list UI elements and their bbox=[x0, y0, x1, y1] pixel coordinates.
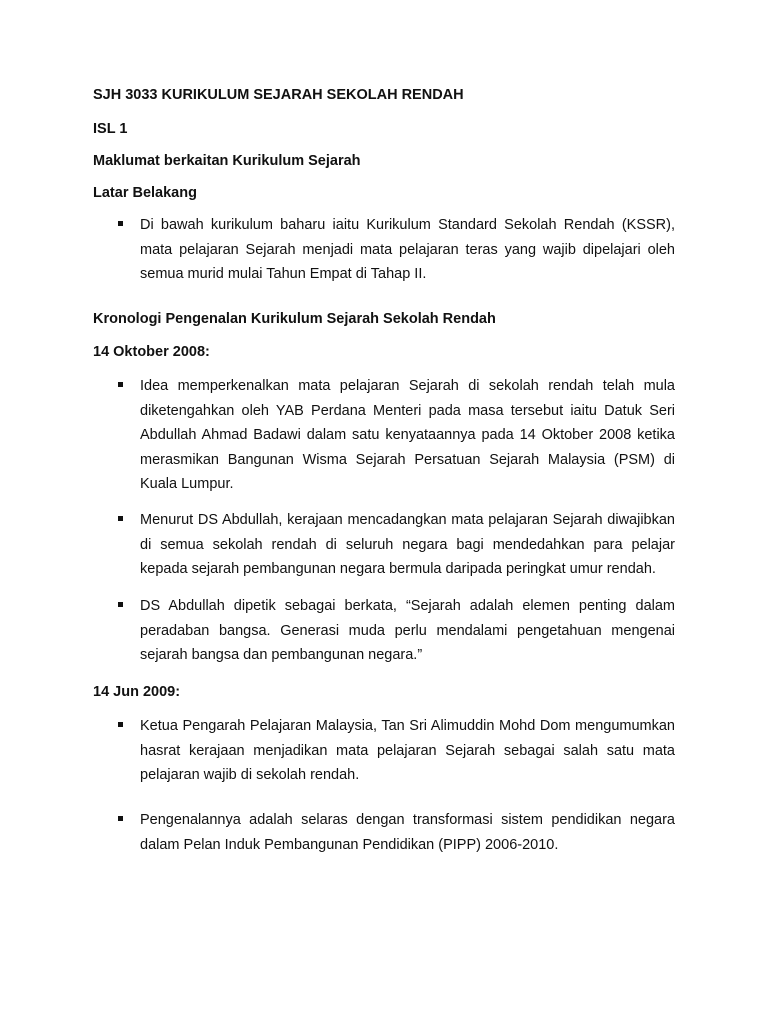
bullet-text: Idea memperkenalkan mata pelajaran Sejarah di sekolah rendah telah mula diketengahkan oleh YAB Perdana Menteri pada masa tersebut iaitu Datuk Seri Abdullah Ahmad Badawi dalam satu kenyataannya pada 14 Oktober 2008 ketika merasmikan Bangunan Wisma Sejarah Persatuan Sejarah Malaysia (PSM) di Kuala Lumpur. bbox=[140, 378, 675, 492]
entry-2-bullet-1 bbox=[118, 714, 675, 788]
bullet-text: Menurut DS Abdullah, kerajaan mencadangkan mata pelajaran Sejarah diwajibkan di semua sekolah rendah di seluruh negara bagi mendedahkan para pelajar kepada sejarah pembangunan negara bermula daripada peringkat umur rendah. bbox=[140, 512, 675, 577]
entry-1-bullet-1 bbox=[118, 374, 675, 497]
chronology-heading: Kronologi Pengenalan Kurikulum Sejarah Sekolah Rendah bbox=[93, 311, 496, 327]
background-bullet-1 bbox=[118, 213, 675, 287]
bullet-text: Di bawah kurikulum baharu iaitu Kurikulum Standard Sekolah Rendah (KSSR), mata pelajaran Sejarah menjadi mata pelajaran teras yang wajib dipelajari oleh semua murid mulai Tahun Empat di Tahap II. bbox=[140, 217, 675, 282]
info-heading: Maklumat berkaitan Kurikulum Sejarah bbox=[93, 153, 361, 169]
bullet-text: Pengenalannya adalah selaras dengan transformasi sistem pendidikan negara dalam Pelan Induk Pembangunan Pendidikan (PIPP) 2006-2010. bbox=[140, 812, 675, 853]
entry-2-bullet-2 bbox=[118, 808, 675, 857]
bullet-text: DS Abdullah dipetik sebagai berkata, “Sejarah adalah elemen penting dalam peradaban bangsa. Generasi muda perlu mendalami pengetahuan mengenai sejarah bangsa dan pembangunan negara.” bbox=[140, 598, 675, 663]
bullet-square-icon bbox=[118, 602, 123, 607]
entry-date-1: 14 Oktober 2008: bbox=[93, 344, 210, 360]
entry-1-bullet-3 bbox=[118, 594, 675, 668]
bullet-text: Ketua Pengarah Pelajaran Malaysia, Tan Sri Alimuddin Mohd Dom mengumumkan hasrat kerajaan menjadikan mata pelajaran Sejarah sebagai salah satu mata pelajaran wajib di sekolah rendah. bbox=[140, 718, 675, 783]
bullet-square-icon bbox=[118, 722, 123, 727]
isl-label: ISL 1 bbox=[93, 121, 128, 137]
bullet-square-icon bbox=[118, 516, 123, 521]
course-title: SJH 3033 KURIKULUM SEJARAH SEKOLAH RENDAH bbox=[93, 87, 464, 103]
entry-date-2: 14 Jun 2009: bbox=[93, 684, 181, 700]
bullet-square-icon bbox=[118, 221, 123, 226]
bullet-square-icon bbox=[118, 816, 123, 821]
background-heading: Latar Belakang bbox=[93, 185, 197, 201]
entry-1-bullet-2 bbox=[118, 508, 675, 582]
bullet-square-icon bbox=[118, 382, 123, 387]
